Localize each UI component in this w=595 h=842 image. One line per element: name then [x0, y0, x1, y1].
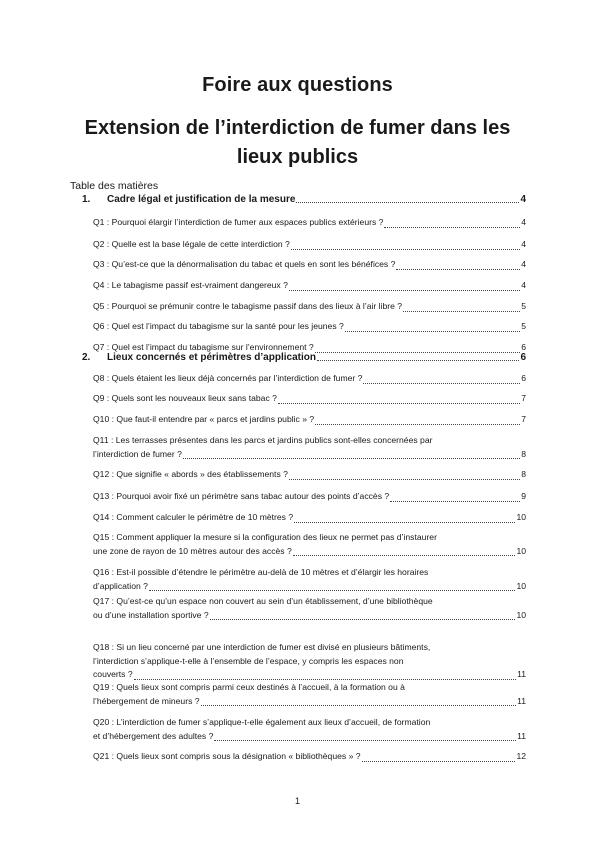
toc-leader: [294, 512, 515, 523]
toc-entry-row: [93, 448, 526, 462]
toc-page-number: 7: [521, 393, 526, 403]
toc-entry[interactable]: [93, 320, 526, 334]
toc-entry-text: Q19 : Quels lieux sont compris parmi ceux destinés à l’accueil, à la formation ou à: [93, 682, 405, 692]
toc-entry-text: l’interdiction s’applique-t-elle à l’ensemble de l’espace, y compris les espaces non: [93, 655, 404, 666]
toc-entry-text: Q7 : Quel est l’impact du tabagisme sur l’environnement ?: [93, 342, 314, 352]
toc-entry-row: [93, 750, 526, 764]
toc-leader: [291, 239, 520, 250]
toc-entry-text: Q20 : L’interdiction de fumer s’applique-t-elle également aux lieux d’accueil, de formation: [93, 717, 431, 727]
toc-entry[interactable]: [93, 216, 526, 230]
toc-section-title: Cadre légal et justification de la mesure: [107, 194, 296, 205]
toc-entry-text: et d’hébergement des adultes ?: [93, 730, 214, 741]
toc-entry[interactable]: [93, 392, 526, 406]
toc-page-number: 4: [520, 194, 526, 205]
toc-entry-text: Q5 : Pourquoi se prémunir contre le tabagisme passif dans des lieux à l’air libre ?: [93, 301, 403, 311]
toc-entry-row: [93, 730, 526, 744]
toc-entry[interactable]: [93, 595, 526, 622]
toc-entry[interactable]: [93, 341, 526, 355]
toc-leader: [390, 491, 520, 502]
toc-entry-text: couverts ?: [93, 669, 133, 679]
toc-leader: [315, 414, 520, 425]
toc-entry-text: Q15 : Comment appliquer la mesure si la configuration des lieux ne permet pas d’instaurer: [93, 532, 437, 542]
toc-entry[interactable]: [93, 372, 526, 386]
toc-page-number: 9: [521, 491, 526, 501]
toc-entry-text: Q16 : Est-il possible d’étendre le périmètre au-delà de 10 mètres et d’élargir les horaires: [93, 567, 429, 577]
toc-leader: [296, 192, 519, 203]
toc-entry-row: [93, 216, 526, 230]
toc-entry[interactable]: [93, 490, 526, 504]
toc-entry-row: [93, 490, 526, 504]
toc-leader: [396, 259, 520, 270]
toc-leader: [289, 280, 520, 291]
toc-entry-row: [93, 695, 526, 709]
toc-entry[interactable]: [93, 279, 526, 293]
toc-entry-row: [93, 238, 526, 252]
toc-page-number: 10: [516, 545, 526, 556]
toc-leader: [363, 373, 520, 384]
toc-entry[interactable]: [93, 434, 526, 461]
toc-leader: [214, 730, 516, 741]
toc-entry-text: Q13 : Pourquoi avoir fixé un périmètre sans tabac autour des points d’accès ?: [93, 491, 390, 501]
toc-page-number: 5: [521, 321, 526, 331]
document-subtitle: Extension de l’interdiction de fumer dans les lieux publics: [84, 117, 511, 168]
toc-entry[interactable]: [93, 716, 526, 743]
toc-entry-text: Q8 : Quels étaient les lieux déjà concernés par l’interdiction de fumer ?: [93, 373, 363, 383]
toc-entry[interactable]: [93, 468, 526, 482]
toc-entry-text: une zone de rayon de 10 mètres autour des accès ?: [93, 545, 292, 556]
toc-leader: [345, 321, 520, 332]
toc-page-number: 8: [521, 448, 526, 459]
toc-entry-text: Q21 : Quels lieux sont compris sous la désignation « bibliothèques » ?: [93, 751, 361, 761]
toc-page-number: 4: [521, 239, 526, 249]
toc-entry-text: Q3 : Qu’est-ce que la dénormalisation du tabac et quels en sont les bénéfices ?: [93, 259, 396, 269]
toc-leader: [278, 393, 520, 404]
toc-entry-row: [93, 320, 526, 334]
toc-page-number: 4: [521, 280, 526, 290]
toc-entry-row: [93, 468, 526, 482]
toc-page-number: 5: [521, 301, 526, 311]
toc-entry-row: [93, 341, 526, 355]
toc-page-number: 11: [517, 730, 526, 741]
toc-entry-text: Q12 : Que signifie « abords » des établissements ?: [93, 469, 288, 479]
toc-entry-row: [93, 372, 526, 386]
toc-entry-text: Q17 : Qu’est-ce qu’un espace non couvert au sein d’un établissement, d’une bibliothèque: [93, 596, 433, 606]
toc-entry[interactable]: [93, 258, 526, 272]
toc-leader: [362, 751, 516, 762]
toc-entry-row: [93, 300, 526, 314]
toc-entry-text: Q18 : Si un lieu concerné par une interdiction de fumer est divisé en plusieurs bâtiments,: [93, 642, 431, 652]
toc-section-number: 2.: [82, 352, 91, 363]
toc-entry-row: [93, 668, 526, 682]
toc-page-number: 6: [520, 352, 526, 363]
toc-entry-text: Q6 : Quel est l’impact du tabagisme sur la santé pour les jeunes ?: [93, 321, 344, 331]
toc-leader: [201, 695, 517, 706]
toc-entry-text: Q1 : Pourquoi élargir l’interdiction de fumer aux espaces publics extérieurs ?: [93, 217, 384, 227]
toc-entry-row: [93, 413, 526, 427]
toc-page-number: 11: [517, 669, 526, 679]
toc-heading: Table des matières: [70, 180, 159, 192]
toc-entry[interactable]: [93, 511, 526, 525]
toc-entry-row: [93, 609, 526, 623]
toc-page-number: 6: [521, 342, 526, 352]
page-number: 1: [294, 796, 300, 806]
toc-leader: [149, 580, 515, 591]
toc-entry-text: Q10 : Que faut-il entendre par « parcs et jardins public » ?: [93, 414, 315, 424]
toc-section-title: Lieux concernés et périmètres d’application: [107, 352, 316, 363]
toc-page-number: 10: [516, 512, 526, 522]
toc-entry-text: Q11 : Les terrasses présentes dans les parcs et jardins publics sont-elles concernées par: [93, 435, 433, 445]
toc-entry[interactable]: [93, 750, 526, 764]
toc-page-number: 8: [521, 469, 526, 479]
toc-entry[interactable]: [93, 566, 526, 593]
toc-entry[interactable]: [93, 413, 526, 427]
toc-section[interactable]: [82, 194, 526, 205]
toc-page-number: 12: [516, 751, 526, 761]
toc-entry-row: [93, 511, 526, 525]
toc-leader: [183, 448, 520, 459]
toc-page-number: 7: [521, 414, 526, 424]
toc-page-number: 10: [516, 609, 526, 620]
toc-entry[interactable]: [93, 641, 526, 682]
toc-entry-text: d’application ?: [93, 580, 148, 591]
toc-leader: [315, 342, 521, 353]
toc-leader: [293, 545, 516, 556]
toc-leader: [384, 217, 520, 228]
toc-entry-row: [93, 279, 526, 293]
toc-leader: [403, 301, 520, 312]
toc-leader: [289, 469, 520, 480]
toc-section-number: 1.: [82, 194, 91, 205]
toc-entry-text: Q4 : Le tabagisme passif est-vraiment dangereux ?: [93, 280, 288, 290]
toc-page-number: 4: [521, 217, 526, 227]
toc-entry-text: Q14 : Comment calculer le périmètre de 10 mètres ?: [93, 512, 294, 522]
toc-entry-text: Q2 : Quelle est la base légale de cette interdiction ?: [93, 239, 290, 249]
toc-entry-row: [93, 545, 526, 559]
toc-entry-row: [93, 392, 526, 406]
toc-entry-text: l’interdiction de fumer ?: [93, 448, 182, 459]
toc-entry-text: ou d’une installation sportive ?: [93, 609, 209, 620]
toc-entry-text: Q9 : Quels sont les nouveaux lieux sans tabac ?: [93, 393, 277, 403]
toc-entry[interactable]: [93, 238, 526, 252]
toc-leader: [210, 609, 516, 620]
toc-page-number: 11: [517, 695, 526, 706]
toc-entry[interactable]: [93, 300, 526, 314]
toc-entry-row: [93, 580, 526, 594]
document-title: Foire aux questions: [202, 74, 393, 96]
toc-entry-row: [93, 258, 526, 272]
toc-page-number: 6: [521, 373, 526, 383]
toc-entry-text: l’hébergement de mineurs ?: [93, 695, 200, 706]
toc-page-number: 4: [521, 259, 526, 269]
toc-page-number: 10: [516, 580, 526, 591]
toc-entry[interactable]: [93, 531, 526, 558]
toc-entry[interactable]: [93, 681, 526, 708]
toc-leader: [134, 669, 516, 680]
